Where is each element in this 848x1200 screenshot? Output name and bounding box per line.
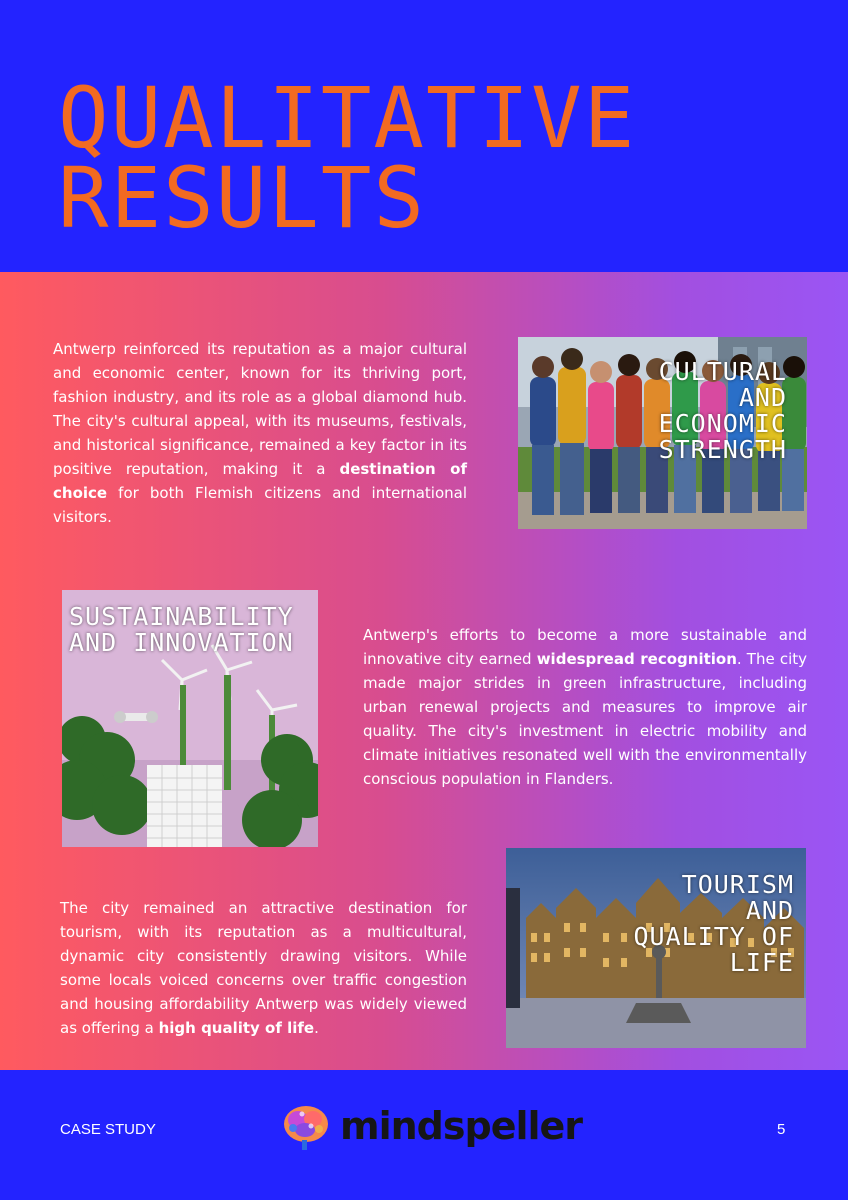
sustainability-photo — [62, 590, 318, 847]
tourism-paragraph — [60, 896, 467, 1040]
cultural-text-bold: destination of choice — [53, 460, 467, 502]
page-number: 5 — [777, 1121, 786, 1138]
sustainability-text-end: . The city made major strides in green infrastructure, including urban renewal projects and measures to improve air quality. The city's investment in electric mobility and climate initiatives resonated well with the environmentally conscious population in Flanders. — [363, 650, 807, 788]
cultural-photo — [518, 337, 807, 529]
case-study-label: CASE STUDY — [60, 1121, 156, 1138]
sustainability-text-bold: widespread recognition — [536, 650, 737, 668]
cultural-image-label: CULTURAL AND ECONOMIC STRENGTH — [658, 357, 787, 464]
brand-name: mindspeller — [340, 1104, 583, 1148]
cultural-text: Antwerp reinforced its reputation as a major cultural and economic center, known for its thriving port, fashion industry, and its role as a global diamond hub. The city's cultural appeal, with its museums, festivals, and historical significance, remained a key factor in its positive reputation, making it a — [53, 340, 467, 478]
sustainability-paragraph — [363, 623, 807, 791]
page-title — [58, 69, 637, 247]
page-title-line-2: RESULTS — [58, 149, 427, 247]
tourism-photo — [506, 848, 806, 1048]
brain-logo-icon — [278, 1102, 334, 1154]
sustainability-text: Antwerp's efforts to become a more sustainable and innovative city earned — [363, 626, 807, 668]
tourism-text: The city remained an attractive destination for tourism, with its reputation as a multicultural, dynamic city consistently drawing visitors. While some locals voiced concerns over traffic congestion and housing affordability Antwerp was widely viewed as offering a — [60, 899, 467, 1037]
tourism-text-end: . — [314, 1019, 319, 1037]
sustainability-image-label: SUSTAINABILITY AND INNOVATION — [69, 602, 294, 657]
page-header — [0, 0, 848, 272]
cultural-paragraph — [53, 337, 467, 529]
cultural-text-end: for both Flemish citizens and international visitors. — [53, 484, 467, 526]
page-title-line-1: QUALITATIVE — [58, 69, 637, 167]
mindspeller-logo — [278, 1102, 583, 1154]
tourism-image-label: TOURISM AND QUALITY OF LIFE — [633, 870, 794, 977]
tourism-text-bold: high quality of life — [158, 1019, 315, 1037]
